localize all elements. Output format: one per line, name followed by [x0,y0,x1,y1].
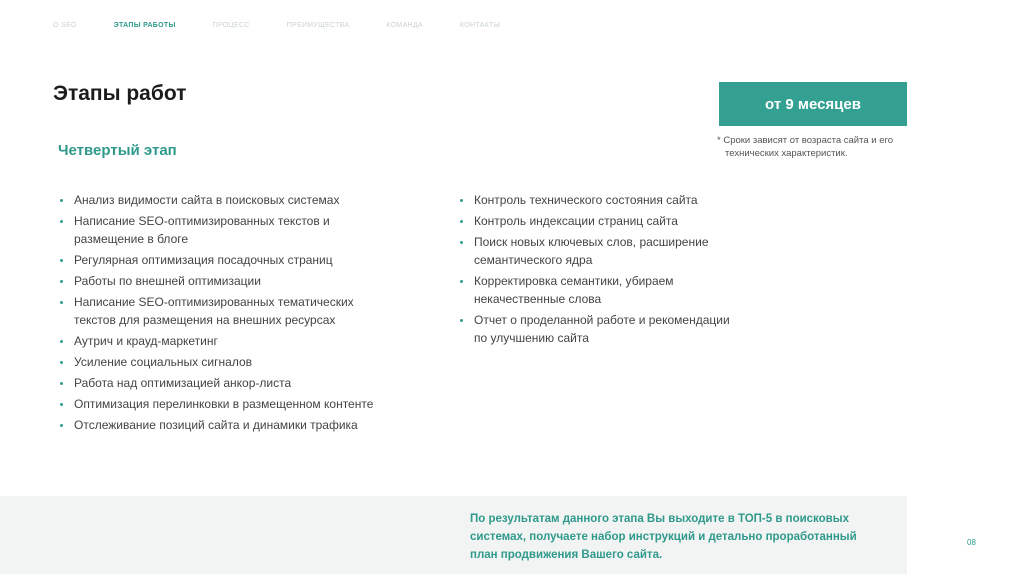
task-item [458,191,758,209]
footnote-line: * Сроки зависят от возраста сайта и его [717,135,894,146]
task-item [58,353,388,371]
task-item-text: по улучшению сайта [474,331,589,345]
task-list-left [58,191,388,437]
task-item [58,272,388,290]
task-item-text: Контроль индексации страниц сайта [474,214,678,228]
nav-item-process[interactable]: ПРОЦЕСС [212,22,250,29]
task-item-text: Усиление социальных сигналов [74,355,253,369]
task-item-text: Работы по внешней оптимизации [74,274,261,288]
page-title: Этапы работ [53,82,187,105]
nav-item-team[interactable]: КОМАНДА [386,22,423,29]
nav-item-contacts[interactable]: КОНТАКТЫ [459,22,501,29]
task-item-text: текстов для размещения на внешних ресурсах [74,313,336,327]
result-line: системах, получаете набор инструкций и детально проработанный [470,531,857,543]
task-item-text: Работа над оптимизацией анкор-листа [74,376,292,390]
nav-item-about-seo[interactable]: О SEO [53,22,77,29]
result-line: план продвижения Вашего сайта. [470,549,663,561]
page-number: 08 [967,538,976,547]
task-item [58,416,388,434]
task-item [58,293,388,329]
task-item-text: Контроль технического состояния сайта [474,193,698,207]
task-item [58,395,388,413]
task-item-text: Оптимизация перелинковки в размещенном контенте [74,397,374,411]
task-item-text: Отчет о проделанной работе и рекомендации [474,313,730,327]
footnote-line: технических характеристик. [725,148,848,159]
task-list-right [458,191,758,350]
result-line: По результатам данного этапа Вы выходите в ТОП-5 в поисковых [470,513,849,525]
duration-footnote [717,134,917,160]
task-item-text: Корректировка семантики, убираем [474,274,674,288]
task-item-text: Написание SEO-оптимизированных тематических [74,295,354,309]
task-item [458,272,758,308]
task-item-text: размещение в блоге [74,232,189,246]
task-item [58,251,388,269]
task-item [458,311,758,347]
task-item [58,212,388,248]
task-item-text: Регулярная оптимизация посадочных страниц [74,253,333,267]
task-item-text: Анализ видимости сайта в поисковых системах [74,193,340,207]
task-item-text: Написание SEO-оптимизированных текстов и [74,214,330,228]
task-item [458,233,758,269]
task-item [458,212,758,230]
nav-item-advantages[interactable]: ПРЕИМУЩЕСТВА [286,22,350,29]
task-item-text: Поиск новых ключевых слов, расширение [474,235,709,249]
task-item [58,374,388,392]
duration-button[interactable]: от 9 месяцев [719,82,907,126]
task-item [58,332,388,350]
task-item-text: некачественные слова [474,292,602,306]
nav-item-work-stages[interactable]: ЭТАПЫ РАБОТЫ [113,22,176,29]
task-item-text: семантического ядра [474,253,593,267]
result-text [470,510,890,564]
top-nav [53,22,537,29]
task-item-text: Аутрич и крауд-маркетинг [74,334,218,348]
stage-title: Четвертый этап [58,142,177,159]
task-item [58,191,388,209]
task-item-text: Отслеживание позиций сайта и динамики трафика [74,418,358,432]
